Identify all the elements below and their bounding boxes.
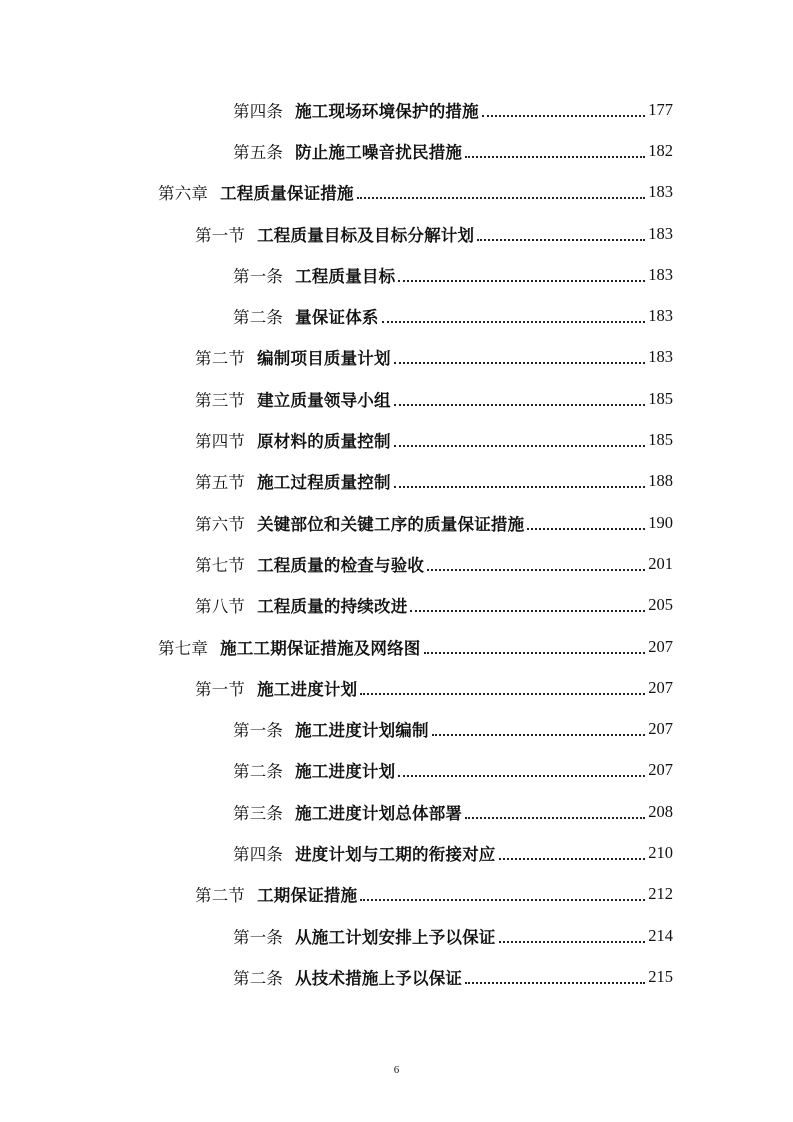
- toc-entry-title: 施工进度计划编制: [295, 721, 429, 741]
- toc-entry[interactable]: [0, 172, 793, 213]
- toc-entry[interactable]: [0, 89, 793, 130]
- toc-entry[interactable]: [0, 130, 793, 171]
- dot-leader: [465, 817, 645, 819]
- toc-entry-label: 第二条: [233, 308, 284, 328]
- dot-leader: [360, 693, 645, 695]
- toc-entry[interactable]: [0, 874, 793, 915]
- toc-entry-title: 工程质量目标及目标分解计划: [257, 225, 475, 245]
- toc-entry-page: 185: [648, 388, 673, 408]
- toc-entry-page: 185: [648, 430, 673, 450]
- toc-entry-title: 从施工计划安排上予以保证: [295, 927, 496, 947]
- toc-entry-label: 第七节: [195, 555, 246, 575]
- toc-entry-label: 第四条: [233, 101, 284, 121]
- dot-leader: [465, 982, 645, 984]
- toc-entry-label: 第四节: [195, 432, 246, 452]
- toc-entry[interactable]: [0, 667, 793, 708]
- toc-entry-page: 183: [648, 182, 673, 202]
- toc-entry-title: 工程质量保证措施: [220, 184, 354, 204]
- toc-entry[interactable]: [0, 419, 793, 460]
- toc-entry[interactable]: [0, 213, 793, 254]
- toc-entry[interactable]: [0, 461, 793, 502]
- toc-entry-title: 施工进度计划: [257, 679, 358, 699]
- toc-entry[interactable]: [0, 585, 793, 626]
- toc-entry-page: 201: [648, 553, 673, 573]
- dot-leader: [424, 652, 646, 654]
- toc-entry-page: 190: [648, 512, 673, 532]
- toc-entry-title: 工程质量的检查与验收: [257, 555, 425, 575]
- toc-entry-page: 215: [648, 966, 673, 986]
- toc-entry[interactable]: [0, 254, 793, 295]
- dot-leader: [465, 156, 645, 158]
- toc-entry-label: 第二条: [233, 968, 284, 988]
- dot-leader: [477, 239, 645, 241]
- dot-leader: [394, 362, 646, 364]
- dot-leader: [527, 528, 645, 530]
- toc-entry-label: 第三条: [233, 803, 284, 823]
- toc-entry-title: 工程质量的持续改进: [257, 597, 408, 617]
- toc-entry-page: 183: [648, 347, 673, 367]
- toc-entry-page: 183: [648, 306, 673, 326]
- toc-entry-page: 212: [648, 884, 673, 904]
- dot-leader: [432, 734, 646, 736]
- dot-leader: [499, 941, 646, 943]
- dot-leader: [398, 775, 645, 777]
- toc-entry-title: 原材料的质量控制: [257, 432, 391, 452]
- toc-entry-title: 施工过程质量控制: [257, 473, 391, 493]
- toc-entry-label: 第二节: [195, 349, 246, 369]
- dot-leader: [427, 569, 645, 571]
- toc-entry-title: 建立质量领导小组: [257, 390, 391, 410]
- toc-entry-page: 188: [648, 471, 673, 491]
- toc-entry[interactable]: [0, 378, 793, 419]
- dot-leader: [398, 280, 645, 282]
- dot-leader: [394, 445, 646, 447]
- toc-entry[interactable]: [0, 543, 793, 584]
- toc-entry[interactable]: [0, 295, 793, 336]
- toc-entry-title: 进度计划与工期的衔接对应: [295, 844, 496, 864]
- toc-entry-page: 208: [648, 801, 673, 821]
- toc-entry-label: 第一节: [195, 225, 246, 245]
- toc-entry-page: 177: [648, 99, 673, 119]
- toc-entry-page: 214: [648, 925, 673, 945]
- toc-entry[interactable]: [0, 791, 793, 832]
- toc-entry-label: 第四条: [233, 844, 284, 864]
- toc-entry-label: 第一条: [233, 721, 284, 741]
- toc-entry-title: 从技术措施上予以保证: [295, 968, 463, 988]
- toc-entry-label: 第三节: [195, 390, 246, 410]
- toc-entry-title: 施工现场环境保护的措施: [295, 101, 479, 121]
- toc-entry-label: 第五节: [195, 473, 246, 493]
- toc-entry-label: 第一条: [233, 927, 284, 947]
- toc-entry[interactable]: [0, 956, 793, 997]
- toc-entry-label: 第五条: [233, 142, 284, 162]
- toc-entry[interactable]: [0, 337, 793, 378]
- toc-entry-page: 182: [648, 140, 673, 160]
- dot-leader: [499, 858, 646, 860]
- toc-entry-label: 第二节: [195, 886, 246, 906]
- dot-leader: [360, 899, 645, 901]
- toc-entry-page: 210: [648, 842, 673, 862]
- toc-entry-page: 205: [648, 595, 673, 615]
- toc-entry[interactable]: [0, 832, 793, 873]
- toc-entry-label: 第一节: [195, 679, 246, 699]
- toc-entry-title: 关键部位和关键工序的质量保证措施: [257, 514, 525, 534]
- toc-entry-title: 施工工期保证措施及网络图: [220, 638, 421, 658]
- page-number: 6: [393, 1064, 400, 1076]
- toc-entry-page: 183: [648, 223, 673, 243]
- toc-entry-title: 防止施工噪音扰民措施: [295, 142, 463, 162]
- toc-entry-page: 207: [648, 677, 673, 697]
- toc-entry-label: 第二条: [233, 762, 284, 782]
- toc-entry-label: 第六节: [195, 514, 246, 534]
- toc-entry-page: 207: [648, 719, 673, 739]
- dot-leader: [394, 404, 646, 406]
- toc-entry-label: 第六章: [158, 184, 209, 204]
- toc-entry-page: 207: [648, 636, 673, 656]
- table-of-contents: [0, 89, 793, 998]
- toc-entry[interactable]: [0, 502, 793, 543]
- toc-entry-page: 183: [648, 264, 673, 284]
- toc-entry-title: 工期保证措施: [257, 886, 358, 906]
- dot-leader: [410, 610, 645, 612]
- toc-entry-title: 量保证体系: [295, 308, 379, 328]
- toc-entry-label: 第一条: [233, 266, 284, 286]
- toc-entry-title: 施工进度计划总体部署: [295, 803, 463, 823]
- toc-entry-label: 第八节: [195, 597, 246, 617]
- toc-entry-title: 编制项目质量计划: [257, 349, 391, 369]
- toc-entry[interactable]: [0, 626, 793, 667]
- dot-leader: [357, 197, 646, 199]
- toc-entry[interactable]: [0, 708, 793, 749]
- toc-entry[interactable]: [0, 750, 793, 791]
- toc-entry[interactable]: [0, 915, 793, 956]
- toc-entry-title: 施工进度计划: [295, 762, 396, 782]
- dot-leader: [382, 321, 646, 323]
- toc-entry-title: 工程质量目标: [295, 266, 396, 286]
- dot-leader: [394, 486, 646, 488]
- dot-leader: [482, 115, 645, 117]
- toc-entry-page: 207: [648, 760, 673, 780]
- toc-entry-label: 第七章: [158, 638, 209, 658]
